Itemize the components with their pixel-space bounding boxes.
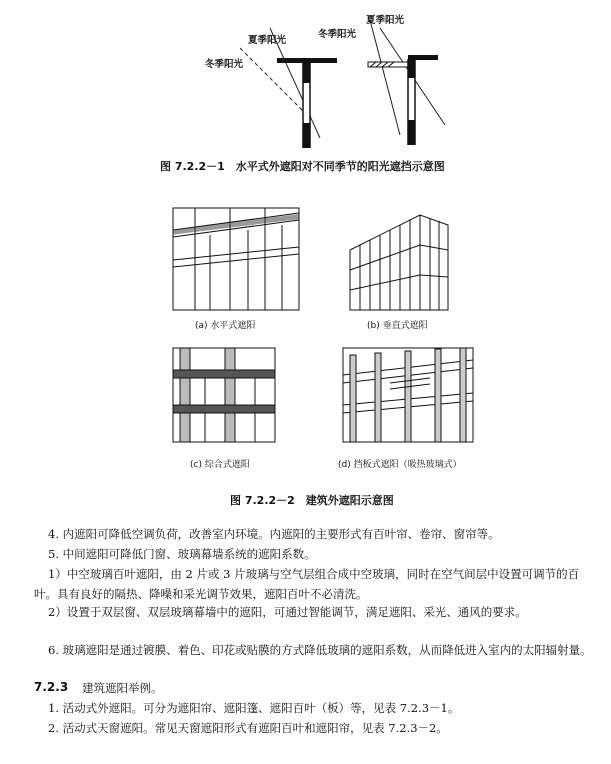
paragraph-5-1: 1）中空玻璃百叶遮阳，由 2 片或 3 片玻璃与空气层组合成中空玻璃，同时在空气间层中设置可调节的百叶。具有良好的隔热、降噪和采光调节效果，遮阳百叶不必清洗。: [34, 567, 580, 601]
figure2-caption: 图 7.2.2－2 建筑外遮阳示意图: [230, 494, 394, 507]
sun-shading-diagram-left: [240, 28, 350, 148]
baffle-shading-illustration: [340, 345, 476, 445]
section-number: 7.2.3: [34, 680, 69, 694]
panel-b-label: (b) 垂直式遮阳: [367, 321, 428, 331]
winter-sun-label-right: 冬季阳光: [318, 29, 357, 40]
winter-sun-label-left: 冬季阳光: [205, 59, 244, 70]
subsection-2: 2. 活动式天窗遮阳。常见天窗遮阳形式有遮阳百叶和遮阳帘，见表 7.2.3－2。: [48, 721, 448, 735]
section-title: 建筑遮阳举例。: [82, 681, 163, 695]
paragraph-4: 4. 内遮阳可降低空调负荷，改善室内环境。内遮阳的主要形式有百叶帘、卷帘、窗帘等。: [48, 527, 500, 541]
vertical-shading-illustration: [340, 205, 452, 313]
horizontal-shading-illustration: [170, 205, 302, 313]
panel-c-label: (c) 综合式遮阳: [190, 460, 250, 470]
subsection-1: 1. 活动式外遮阳。可分为遮阳帘、遮阳篷、遮阳百叶（板）等，见表 7.2.3－1。: [48, 701, 460, 715]
sun-shading-diagram-right: [340, 20, 450, 145]
paragraph-5-2: 2）设置于双层窗、双层玻璃幕墙中的遮阳，可通过智能调节，满足遮阳、采光、通风的要求。: [48, 605, 527, 619]
paragraph-6: 6. 玻璃遮阳是通过镀膜、着色、印花或贴膜的方式降低玻璃的遮阳系数，从而降低进入室内的太阳辐射量。: [48, 643, 592, 657]
summer-sun-label-right: 夏季阳光: [366, 15, 405, 26]
summer-sun-label-left: 夏季阳光: [248, 35, 287, 46]
paragraph-5: 5. 中间遮阳可降低门窗、玻璃幕墙系统的遮阳系数。: [48, 547, 316, 561]
panel-d-label: (d) 挡板式遮阳（吸热玻璃式）: [338, 460, 462, 470]
panel-a-label: (a) 水平式遮阳: [195, 321, 256, 331]
combined-shading-illustration: [170, 345, 278, 445]
figure1-caption: 图 7.2.2－1 水平式外遮阳对不同季节的阳光遮挡示意图: [160, 160, 445, 173]
